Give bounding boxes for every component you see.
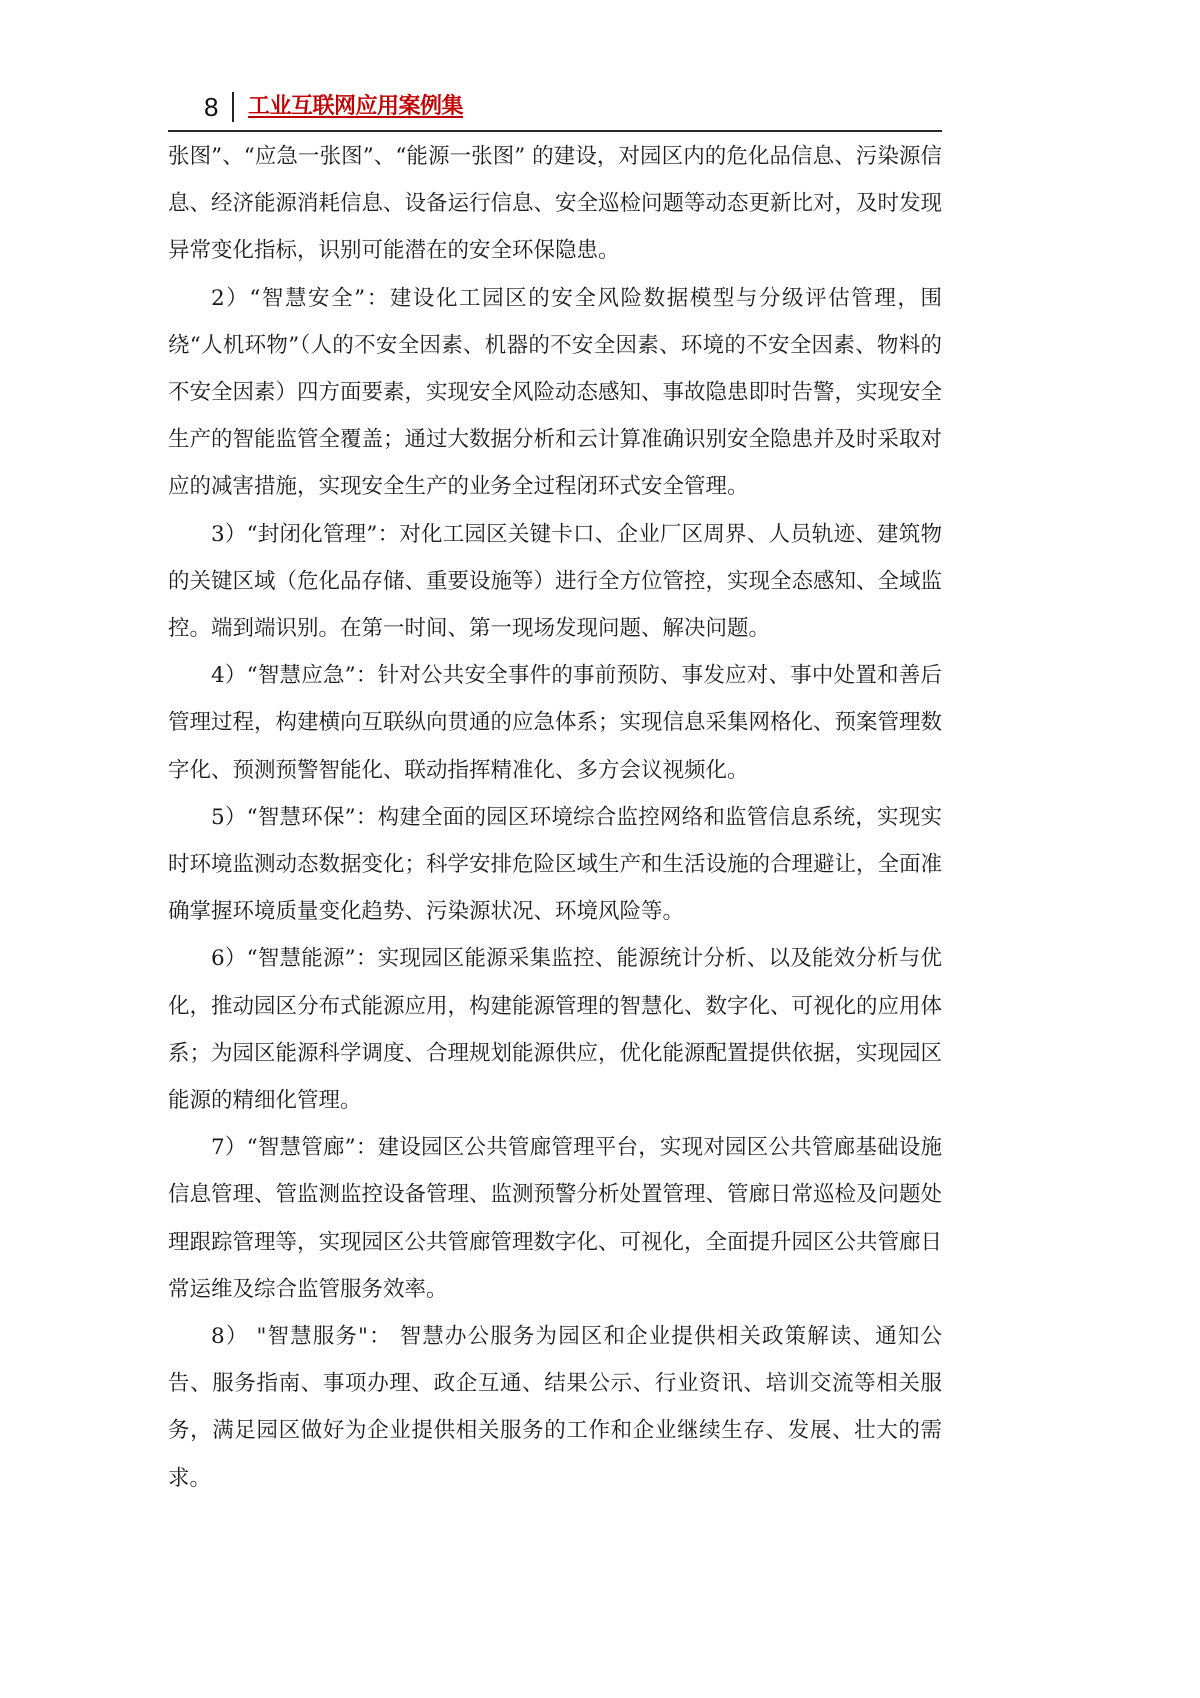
book-title: 工业互联网应用案例集	[248, 94, 464, 119]
body-text	[168, 133, 942, 1502]
header-divider	[232, 92, 234, 122]
paragraph-smart-service: 8） "智慧服务"： 智慧办公服务为园区和企业提供相关政策解读、通知公告、服务指南、事项办理、政企互通、结果公示、行业资讯、培训交流等相关服务，满足园区做好为企业提供相关服务的工作和企业继续生存、发展、壮大的需求。	[168, 1324, 942, 1491]
paragraph-continuation: 张图”、“应急一张图”、“能源一张图” 的建设，对园区内的危化品信息、污染源信息、经济能源消耗信息、设备运行信息、安全巡检问题等动态更新比对，及时发现异常变化指标，识别可能潜在的安全环保隐患。	[168, 144, 943, 264]
paragraph-smart-energy: 6）“智慧能源”：实现园区能源采集监控、能源统计分析、以及能效分析与优化，推动园区分布式能源应用，构建能源管理的智慧化、数字化、可视化的应用体系；为园区能源科学调度、合理规划能源供应，优化能源配置提供依据，实现园区能源的精细化管理。	[168, 946, 943, 1114]
paragraph-smart-environment: 5）“智慧环保”：构建全面的园区环境综合监控网络和监管信息系统，实现实时环境监测动态数据变化；科学安排危险区域生产和生活设施的合理避让，全面准确掌握环境质量变化趋势、污染源状况、环境风险等。	[168, 804, 943, 925]
paragraph-smart-safety: 2）“智慧安全”：建设化工园区的安全风险数据模型与分级评估管理，围绕“人机环物”（人的不安全因素、机器的不安全因素、环境的不安全因素、物料的不安全因素）四方面要素，实现安全风险动态感知、事故隐患即时告警，实现安全生产的智能监管全覆盖；通过大数据分析和云计算准确识别安全隐患并及时采取对应的减害措施，实现安全生产的业务全过程闭环式安全管理。	[168, 285, 943, 500]
paragraph-smart-pipe-gallery: 7）“智慧管廊”：建设园区公共管廊管理平台，实现对园区公共管廊基础设施信息管理、管监测监控设备管理、监测预警分析处置管理、管廊日常巡检及问题处理跟踪管理等，实现园区公共管廊管理数字化、可视化，全面提升园区公共管廊日常运维及综合监管服务效率。	[168, 1135, 943, 1302]
page-header	[168, 90, 942, 132]
paragraph-closed-management: 3）“封闭化管理”：对化工园区关键卡口、企业厂区周界、人员轨迹、建筑物的关键区域（危化品存储、重要设施等）进行全方位管控，实现全态感知、全域监控。端到端识别。在第一时间、第一现场发现问题、解决问题。	[168, 521, 943, 642]
paragraph-smart-emergency: 4）“智慧应急”：针对公共安全事件的事前预防、事发应对、事中处置和善后管理过程，构建横向互联纵向贯通的应急体系；实现信息采集网格化、预案管理数字化、预测预警智能化、联动指挥精准化、多方会议视频化。	[168, 663, 943, 783]
page-number: 8	[204, 92, 219, 122]
